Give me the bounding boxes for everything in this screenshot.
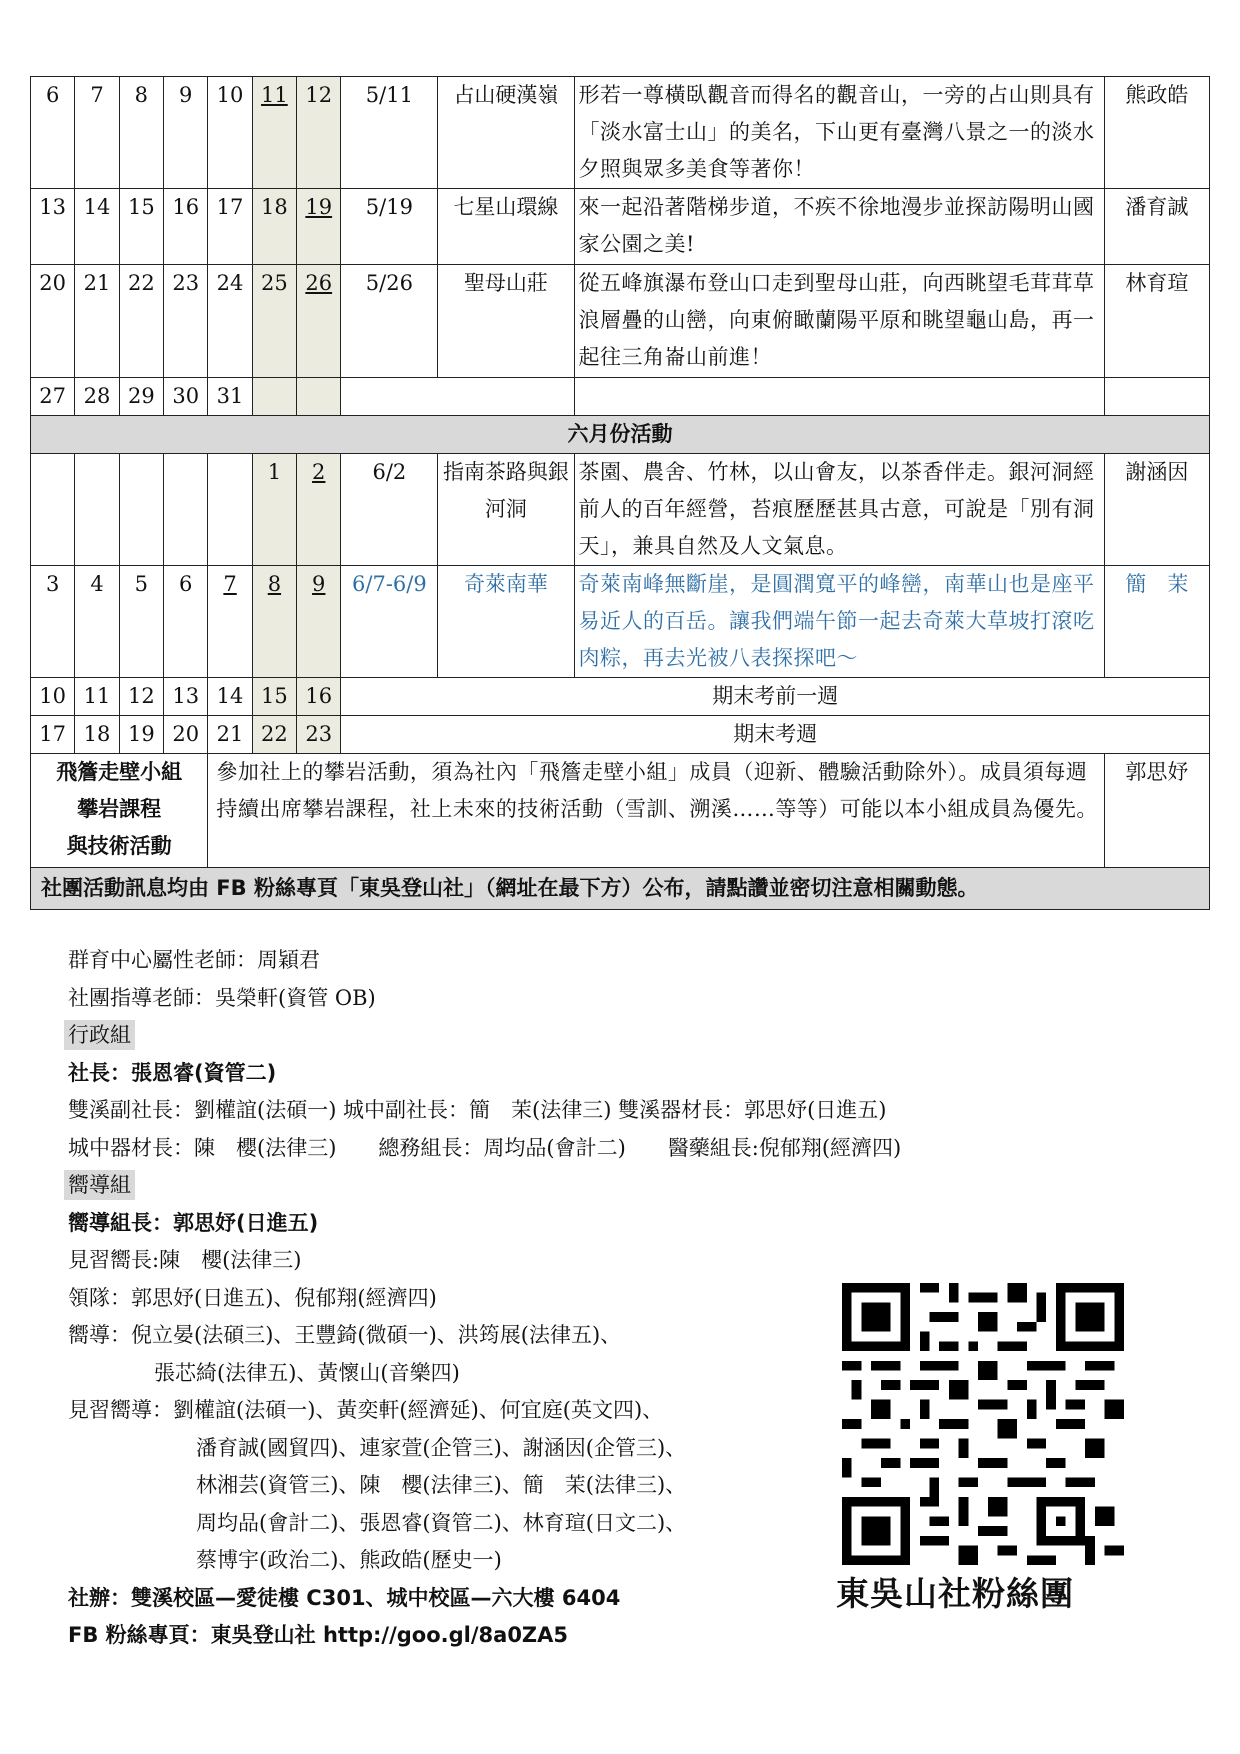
day-cell: 25 <box>252 265 296 378</box>
day-cell: 22 <box>252 716 296 754</box>
activity-description: 奇萊南峰無斷崖，是圓潤寬平的峰巒，南華山也是座平易近人的百岳。讓我們端午節一起去奇萊大草坡打滾吃肉粽，再去光被八表探探吧～ <box>574 566 1104 678</box>
day-cell: 1 <box>252 454 296 566</box>
empty-cell <box>1104 378 1209 416</box>
climbing-group-row <box>31 754 1210 868</box>
title-line: 攀岩課程 <box>77 797 162 821</box>
table-row <box>31 566 1210 678</box>
office-line: 社辦：雙溪校區—愛徒樓 C301、城中校區—六大樓 6404 <box>68 1585 621 1610</box>
fb-notice: 社團活動訊息均由 FB 粉絲專頁「東吳登山社」（網址在最下方）公布，請點讚並密切注意相關動態。 <box>31 868 1210 910</box>
activity-description: 來一起沿著階梯步道，不疾不徐地漫步並探訪陽明山國家公園之美! <box>574 189 1104 265</box>
day-cell <box>252 77 296 189</box>
day-number: 19 <box>305 195 333 219</box>
day-cell <box>75 454 119 566</box>
day-cell: 29 <box>119 378 163 416</box>
instructor-line: 社團指導老師：吳榮軒(資管 OB) <box>68 985 376 1010</box>
day-cell <box>119 454 163 566</box>
exam-week-label: 期末考前一週 <box>341 678 1210 716</box>
climbing-group-title <box>31 754 208 868</box>
trainees-line: 林湘芸(資管三)、陳 櫻(法律三)、簡 茉(法律三)、 <box>196 1473 687 1497</box>
table-row <box>31 77 1210 189</box>
day-cell: 13 <box>164 678 208 716</box>
trainees-line: 蔡博宇(政治二)、熊政皓(歷史一) <box>196 1548 502 1572</box>
day-cell: 23 <box>164 265 208 378</box>
advisor-line: 群育中心屬性老師：周穎君 <box>68 948 320 972</box>
day-cell: 22 <box>119 265 163 378</box>
climbing-group-description: 參加社上的攀岩活動，須為社內「飛簷走壁小組」成員（迎新、體驗活動除外）。成員須每週持續出席攀岩課程，社上未來的技術活動（雪訓、溯溪……等等）可能以本小組成員為優先。 <box>208 754 1104 868</box>
day-cell: 21 <box>208 716 252 754</box>
trainees-line: 周均品(會計二)、張恩睿(資管二)、林育瑄(日文二)、 <box>196 1510 687 1535</box>
activity-date: 6/7-6/9 <box>341 566 438 678</box>
admin-group-label: 行政組 <box>64 1020 135 1050</box>
day-cell: 10 <box>208 77 252 189</box>
guides-line: 嚮導：倪立晏(法碩三)、王豐錡(微碩一)、洪筠展(法律五)、 <box>68 1323 622 1347</box>
fb-link-line[interactable]: FB 粉絲專頁：東吳登山社 http://goo.gl/8a0ZA5 <box>68 1623 569 1647</box>
day-cell: 11 <box>75 678 119 716</box>
day-cell: 6 <box>31 77 75 189</box>
trainee-head-line: 見習嚮長:陳 櫻(法律三) <box>68 1248 302 1272</box>
day-number: 2 <box>312 460 326 484</box>
activity-place: 聖母山莊 <box>438 265 574 378</box>
day-cell <box>297 189 341 265</box>
day-cell: 9 <box>164 77 208 189</box>
day-cell: 15 <box>119 189 163 265</box>
day-cell: 30 <box>164 378 208 416</box>
day-cell: 18 <box>252 189 296 265</box>
trainees-line: 潘育誠(國貿四)、連家萱(企管三)、謝涵因(企管三)、 <box>196 1435 687 1460</box>
activity-description: 從五峰旗瀑布登山口走到聖母山莊，向西眺望毛茸茸草浪層疊的山巒，向東俯瞰蘭陽平原和眺望龜山島，再一起往三角崙山前進！ <box>574 265 1104 378</box>
section-title: 六月份活動 <box>31 416 1210 454</box>
day-cell: 12 <box>119 678 163 716</box>
day-cell: 17 <box>208 189 252 265</box>
activity-date: 5/11 <box>341 77 438 189</box>
day-cell <box>297 566 341 678</box>
activity-place: 奇萊南華 <box>438 566 574 678</box>
day-cell: 20 <box>164 716 208 754</box>
day-cell: 12 <box>297 77 341 189</box>
table-row <box>31 265 1210 378</box>
day-cell: 20 <box>31 265 75 378</box>
activity-place: 指南茶路與銀河洞 <box>438 454 574 566</box>
activity-date: 6/2 <box>341 454 438 566</box>
qr-caption: 東吳山社粉絲團 <box>836 1574 1074 1613</box>
day-cell: 14 <box>75 189 119 265</box>
guide-group-label: 嚮導組 <box>64 1170 135 1200</box>
qr-code-image[interactable] <box>842 1282 1124 1566</box>
officers-line: 城中器材長：陳 櫻(法律三) 總務組長：周均品(會計二) 醫藥組長:倪郁翔(經濟四) <box>68 1135 902 1160</box>
notice-row <box>31 868 1210 910</box>
exam-week-label: 期末考週 <box>341 716 1210 754</box>
activity-leader: 簡 茉 <box>1104 566 1209 678</box>
day-cell: 16 <box>164 189 208 265</box>
activity-description: 形若一尊橫臥觀音而得名的觀音山，一旁的占山則具有「淡水富士山」的美名，下山更有臺灣八景之一的淡水夕照與眾多美食等著你！ <box>574 77 1104 189</box>
activity-leader: 熊政皓 <box>1104 77 1209 189</box>
empty-cell <box>574 378 1104 416</box>
staff-list <box>68 942 902 1655</box>
day-cell: 8 <box>119 77 163 189</box>
day-cell: 28 <box>75 378 119 416</box>
climbing-group-leader: 郭思妤 <box>1104 754 1209 868</box>
guide-head-line: 嚮導組長：郭思妤(日進五) <box>68 1210 319 1235</box>
table-row <box>31 454 1210 566</box>
day-cell: 31 <box>208 378 252 416</box>
day-cell: 23 <box>297 716 341 754</box>
day-cell: 18 <box>75 716 119 754</box>
day-cell <box>31 454 75 566</box>
day-cell: 10 <box>31 678 75 716</box>
title-line: 飛簷走壁小組 <box>56 760 183 784</box>
day-cell <box>208 454 252 566</box>
title-line: 與技術活動 <box>66 834 172 858</box>
day-number: 26 <box>305 271 333 295</box>
day-cell <box>164 454 208 566</box>
day-cell <box>297 454 341 566</box>
table-row <box>31 189 1210 265</box>
day-number: 7 <box>223 572 237 596</box>
day-cell: 6 <box>164 566 208 678</box>
table-row <box>31 378 1210 416</box>
table-row <box>31 678 1210 716</box>
day-cell <box>297 265 341 378</box>
day-cell <box>252 566 296 678</box>
day-cell: 27 <box>31 378 75 416</box>
day-cell: 17 <box>31 716 75 754</box>
day-cell: 3 <box>31 566 75 678</box>
day-cell <box>297 378 341 416</box>
day-number: 11 <box>261 83 288 107</box>
day-cell: 21 <box>75 265 119 378</box>
trainees-line: 見習嚮導：劉權誼(法碩一)、黃奕軒(經濟延)、何宜庭(英文四)、 <box>68 1398 664 1422</box>
day-cell: 16 <box>297 678 341 716</box>
day-cell: 24 <box>208 265 252 378</box>
day-cell: 5 <box>119 566 163 678</box>
activity-leader: 潘育誠 <box>1104 189 1209 265</box>
activity-date: 5/19 <box>341 189 438 265</box>
day-cell <box>252 378 296 416</box>
day-cell: 19 <box>119 716 163 754</box>
day-cell: 14 <box>208 678 252 716</box>
day-cell: 4 <box>75 566 119 678</box>
day-number: 8 <box>267 572 282 596</box>
activity-leader: 謝涵因 <box>1104 454 1209 566</box>
president-line: 社長：張恩睿(資管二) <box>68 1060 277 1085</box>
activity-leader: 林育瑄 <box>1104 265 1209 378</box>
guides-line: 張芯綺(法律五)、黃懷山(音樂四) <box>154 1360 460 1385</box>
day-number: 9 <box>312 572 326 596</box>
empty-cell <box>341 378 574 416</box>
table-row <box>31 716 1210 754</box>
activity-description: 茶園、農舍、竹林，以山會友，以茶香伴走。銀河洞經前人的百年經營，苔痕歷歷甚具古意，可說是「別有洞天」，兼具自然及人文氣息。 <box>574 454 1104 566</box>
officers-line: 雙溪副社長：劉權誼(法碩一) 城中副社長：簡 茉(法律三) 雙溪器材長：郭思妤(日進五) <box>68 1098 887 1122</box>
activity-place: 七星山環線 <box>438 189 574 265</box>
day-cell: 13 <box>31 189 75 265</box>
activity-place: 占山硬漢嶺 <box>438 77 574 189</box>
activity-schedule-table <box>30 76 1210 910</box>
june-section-header <box>31 416 1210 454</box>
day-cell: 15 <box>252 678 296 716</box>
day-cell: 7 <box>75 77 119 189</box>
leaders-line: 領隊：郭思妤(日進五)、倪郁翔(經濟四) <box>68 1285 437 1310</box>
activity-date: 5/26 <box>341 265 438 378</box>
day-cell <box>208 566 252 678</box>
